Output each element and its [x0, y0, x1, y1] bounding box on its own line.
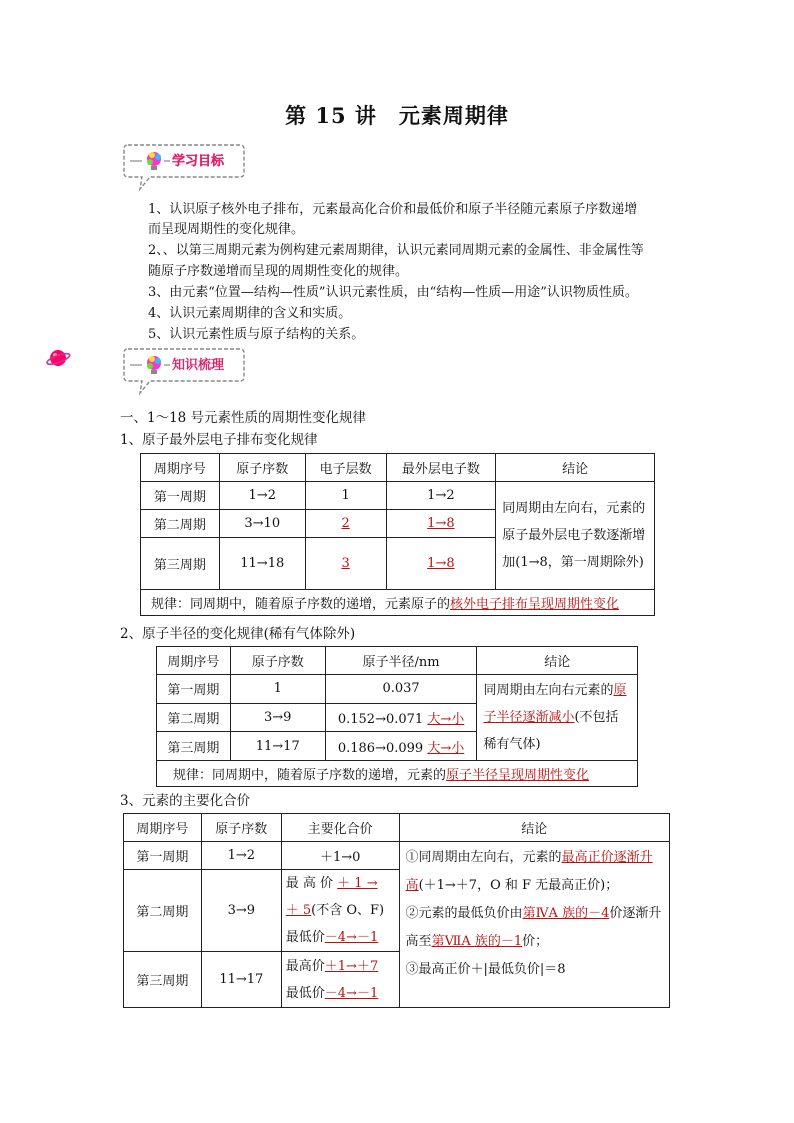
answer-fill: 第ⅦA 族的－1: [431, 934, 523, 949]
rule-row: [141, 590, 655, 616]
table-cell: 11→17: [201, 952, 281, 1008]
goal-line: 5、认识元素性质与原子结构的关系。: [148, 327, 365, 342]
table-header: 电子层数: [305, 454, 386, 482]
conclusion-line-1: [406, 844, 663, 900]
conclusion-cell: 同周期由左向右，元素的原子最外层电子数逐渐增加(1→8，第一周期除外): [496, 482, 655, 590]
electron-table: [140, 453, 655, 616]
answer-fill: 核外电子排布呈现周期性变化: [450, 597, 620, 612]
table-cell: 3→10: [219, 510, 305, 538]
table-cell: 第三周期: [157, 732, 231, 761]
table-header: 结论: [496, 454, 655, 482]
conclusion-cell: [399, 842, 669, 1008]
answer-fill: －4→－1: [324, 930, 379, 945]
knowledge-badge-label: 知识梳理: [172, 358, 225, 373]
knowledge-badge: [122, 347, 246, 383]
rule-text: 规律：同周期中，随着原子序数的递增，元素原子的: [151, 597, 451, 612]
answer-fill: 原子半径逐渐减小: [483, 683, 627, 725]
table-cell: [325, 703, 477, 732]
answer-fill: ＋ 1 → ＋ 5: [285, 876, 378, 918]
table-cell: 第一周期: [141, 482, 220, 510]
valence-table: [123, 813, 670, 1008]
table-header: 结论: [477, 647, 638, 675]
answer-fill: 1→8: [427, 556, 455, 571]
table-cell: 1→2: [219, 482, 305, 510]
valence-label: 最高价: [285, 958, 325, 974]
valence-cell: [281, 870, 399, 952]
goal-line: 随原子序数递增而呈现的周期性变化的规律。: [148, 264, 409, 279]
conclusion-text: ①同周期由左向右，元素的: [405, 850, 562, 865]
goal-line: 2、、以第三周期元素为例构建元素周期律，认识元素同周期元素的金属性、非金属性等: [148, 243, 644, 258]
answer-fill: 大→小: [427, 711, 465, 727]
table-header: 周期序号: [157, 647, 231, 675]
answer-fill: 1→8: [427, 516, 455, 531]
goal-badge: [122, 143, 246, 179]
table-header: 主要化合价: [281, 814, 399, 842]
valence-cell: [281, 952, 399, 1008]
conclusion-text: 价逐渐升高至: [405, 906, 662, 949]
goal-line: 而呈现周期性的变化规律。: [148, 222, 305, 237]
table-cell: [305, 538, 386, 590]
goal-line: 1、认识原子核外电子排布，元素最高化合价和最低价和原子半径随元素原子序数递增: [148, 202, 638, 217]
section-heading: 一、1～18 号元素性质的周期性变化规律: [120, 410, 367, 426]
table-cell: 11→17: [230, 732, 325, 761]
subsection-heading: 1、原子最外层电子排布变化规律: [120, 432, 318, 448]
valence-label: 最低价: [285, 930, 325, 945]
planet-icon: [45, 345, 71, 371]
table-header: 最外层电子数: [386, 454, 496, 482]
table-header: 周期序号: [141, 454, 220, 482]
table-cell: [325, 732, 477, 761]
table-cell: 3→9: [201, 870, 281, 952]
goal-badge-label: 学习目标: [172, 154, 225, 169]
subsection-heading: 2、原子半径的变化规律(稀有气体除外): [120, 626, 356, 642]
answer-fill: －4→－1: [324, 985, 379, 1001]
conclusion-text: ②元素的最低负价由: [405, 906, 523, 921]
table-cell: 第二周期: [124, 870, 202, 952]
conclusion-line-3: ③最高正价＋|最低负价|＝8: [405, 962, 566, 977]
table-cell: 1: [230, 675, 325, 704]
subsection-heading: 3、元素的主要化合价: [120, 793, 251, 809]
table-cell: [386, 538, 496, 590]
table-cell: 第二周期: [141, 510, 220, 538]
radius-table: [156, 646, 638, 787]
valence-note: (不含 O、F): [311, 903, 385, 918]
answer-fill: 第ⅣA 族的－4: [522, 906, 610, 921]
table-cell: 3→9: [230, 703, 325, 732]
table-header: 周期序号: [124, 814, 202, 842]
conclusion-line-2: [406, 900, 663, 956]
table-cell: 第三周期: [141, 538, 220, 590]
goal-line: 4、认识元素周期律的含义和实质。: [148, 306, 352, 321]
page-title: 第 15 讲 元素周期律: [285, 103, 509, 128]
answer-fill: ＋1→＋7: [324, 958, 379, 974]
table-header: 原子半径/nm: [325, 647, 477, 675]
conclusion-cell: [477, 675, 638, 761]
radius-range: 0.152→0.071: [337, 711, 424, 727]
table-cell: 1→2: [386, 482, 496, 510]
answer-fill: 最高正价逐渐升高: [405, 850, 653, 893]
table-cell: 第一周期: [157, 675, 231, 704]
table-cell: 11→18: [219, 538, 305, 590]
table-cell: ＋1→0: [281, 842, 399, 870]
valence-label: 最 高 价: [285, 876, 334, 891]
table-header: 结论: [399, 814, 669, 842]
rule-row: [157, 761, 638, 787]
table-cell: [305, 510, 386, 538]
answer-fill: 3: [341, 556, 350, 571]
answer-fill: 大→小: [427, 740, 465, 756]
conclusion-text: 同周期由左向右元素的: [483, 683, 614, 698]
rule-text: 规律：同周期中，随着原子序数的递增，元素的: [173, 768, 447, 783]
conclusion-text: (＋1→＋7，O 和 F 无最高正价)；: [418, 878, 619, 893]
table-header: 原子序数: [201, 814, 281, 842]
table-cell: [386, 510, 496, 538]
goal-line: 3、由元素“位置—结构—性质”认识元素性质，由“结构—性质—用途”认识物质性质。: [148, 285, 638, 300]
table-header: 原子序数: [219, 454, 305, 482]
answer-fill: 原子半径呈现周期性变化: [446, 768, 590, 783]
table-header: 原子序数: [230, 647, 325, 675]
conclusion-text: (不包括稀有气体): [483, 710, 619, 752]
table-cell: 第三周期: [124, 952, 202, 1008]
table-cell: 1→2: [201, 842, 281, 870]
table-cell: 1: [305, 482, 386, 510]
table-cell: 第一周期: [124, 842, 202, 870]
conclusion-text: 价；: [522, 934, 549, 949]
radius-range: 0.186→0.099: [337, 740, 424, 756]
answer-fill: 2: [341, 516, 350, 531]
valence-label: 最低价: [285, 985, 325, 1001]
table-cell: 0.037: [325, 675, 477, 704]
table-cell: 第二周期: [157, 703, 231, 732]
